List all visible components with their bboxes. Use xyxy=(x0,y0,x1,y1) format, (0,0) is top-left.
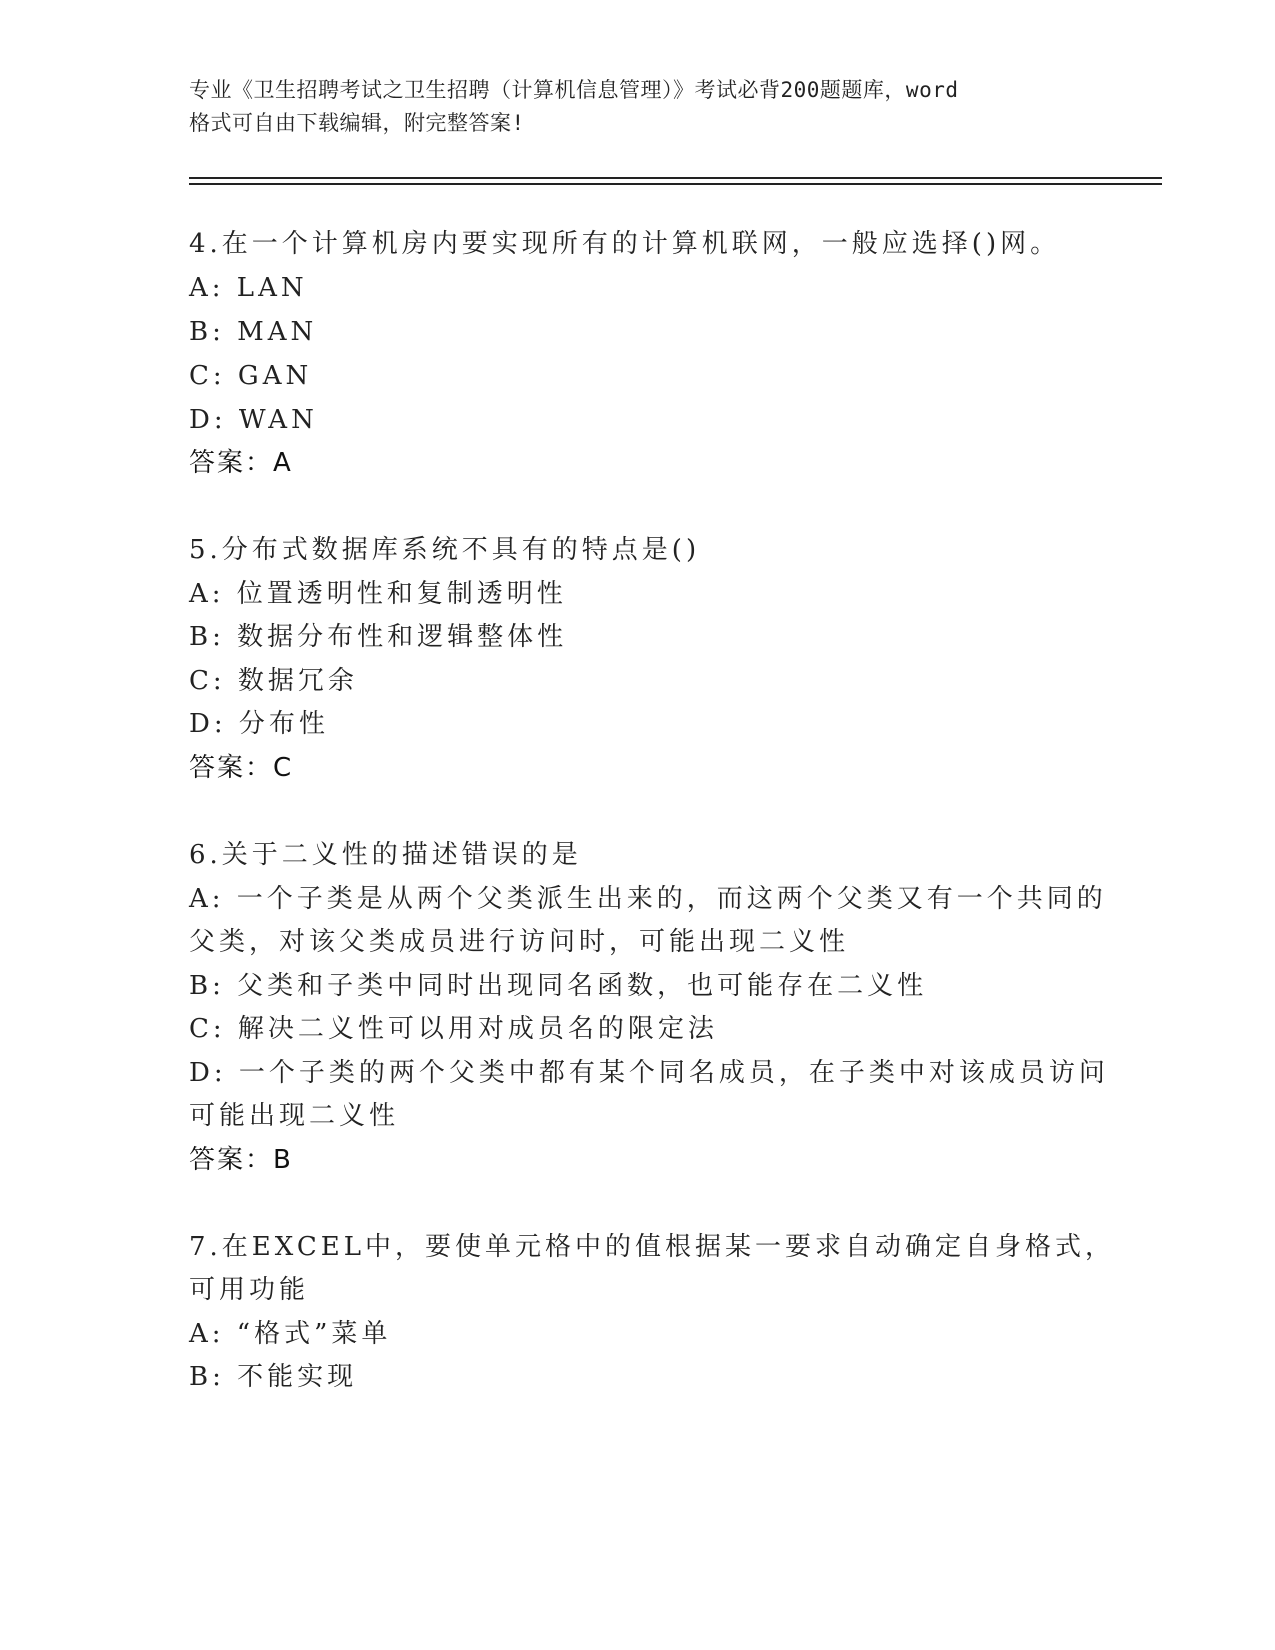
question-5-option-b: B: 数据分布性和逻辑整体性 xyxy=(189,622,568,652)
header-divider-bottom xyxy=(189,183,1162,185)
question-4-option-b: B: MAN xyxy=(189,317,318,347)
question-6-option-a-line-2: 父类，对该父类成员进行访问时，可能出现二义性 xyxy=(189,927,850,957)
question-6-option-d-line-1: D: 一个子类的两个父类中都有某个同名成员，在子类中对该成员访问 xyxy=(189,1058,1109,1088)
question-6-option-a-line-1: A: 一个子类是从两个父类派生出来的，而这两个父类又有一个共同的 xyxy=(189,884,1107,914)
question-6-stem: 6.关于二义性的描述错误的是 xyxy=(189,840,582,870)
question-5-option-c: C: 数据冗余 xyxy=(189,666,358,696)
question-6-answer: 答案：B xyxy=(189,1145,293,1175)
question-4-option-c: C: GAN xyxy=(189,361,313,391)
question-6-option-d-line-2: 可能出现二义性 xyxy=(189,1101,400,1131)
question-6-option-b: B: 父类和子类中同时出现同名函数，也可能存在二义性 xyxy=(189,971,928,1001)
question-6-option-c: C: 解决二义性可以用对成员名的限定法 xyxy=(189,1014,718,1044)
question-5-answer: 答案：C xyxy=(189,753,294,783)
question-7-option-a: A: “格式”菜单 xyxy=(189,1319,392,1349)
question-4-option-d: D: WAN xyxy=(189,405,318,435)
question-5-option-d: D: 分布性 xyxy=(189,709,329,739)
question-7-option-b: B: 不能实现 xyxy=(189,1362,358,1392)
question-4-stem: 4.在一个计算机房内要实现所有的计算机联网，一般应选择()网。 xyxy=(189,229,1061,259)
question-4-option-a: A: LAN xyxy=(189,273,308,303)
question-7-stem-line-2: 可用功能 xyxy=(189,1275,310,1305)
question-5-option-a: A: 位置透明性和复制透明性 xyxy=(189,579,567,609)
header-divider-top xyxy=(189,177,1162,179)
header-title-line-1: 专业《卫生招聘考试之卫生招聘（计算机信息管理）》考试必背200题题库，word xyxy=(189,78,959,102)
question-5-stem: 5.分布式数据库系统不具有的特点是() xyxy=(189,535,701,565)
question-4-answer: 答案：A xyxy=(189,448,293,478)
question-7-stem-line-1: 7.在EXCEL中，要使单元格中的值根据某一要求自动确定自身格式， xyxy=(189,1232,1115,1262)
document-header xyxy=(189,74,1089,140)
header-title-line-2: 格式可自由下载编辑，附完整答案! xyxy=(189,111,525,135)
